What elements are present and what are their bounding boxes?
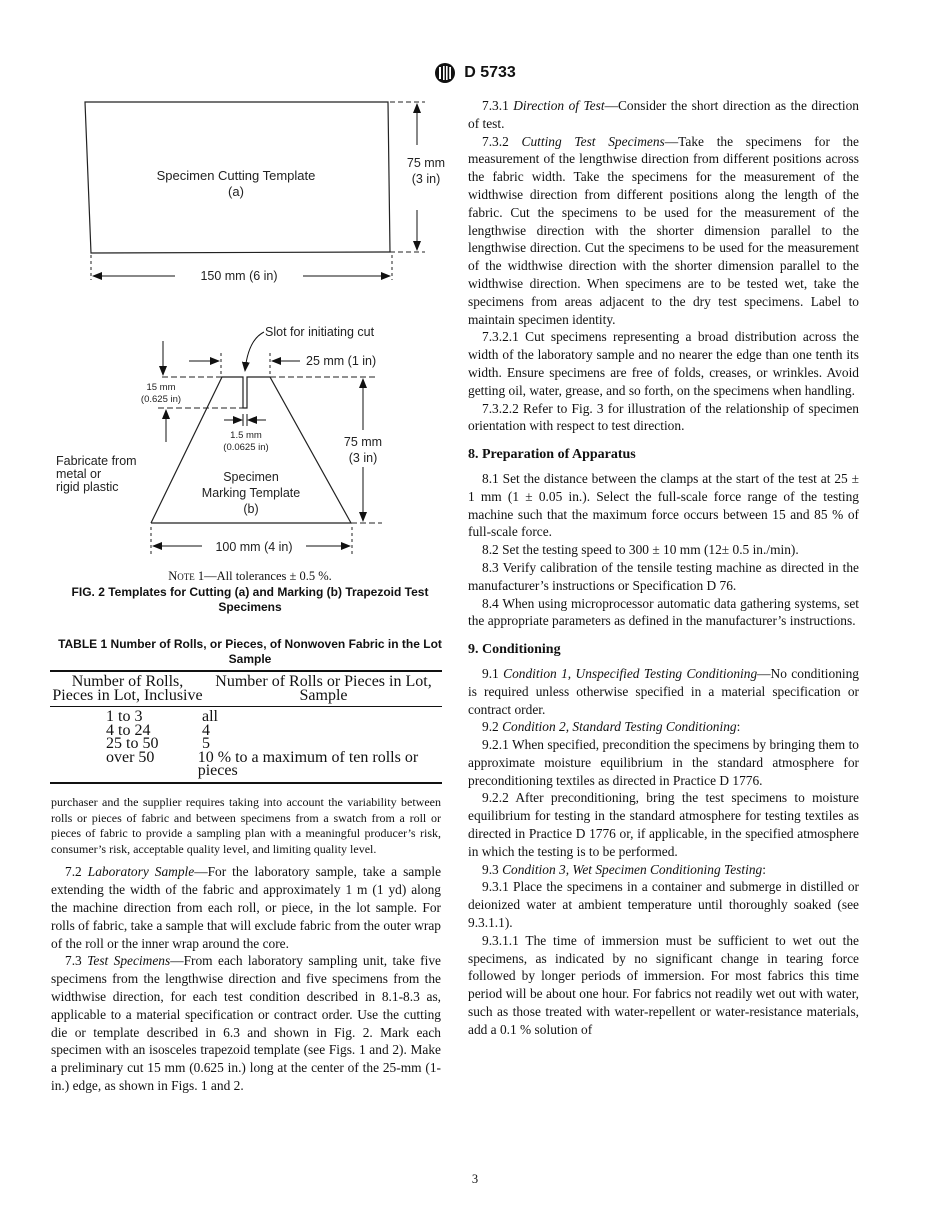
slot-width-mm: 1.5 mm	[230, 430, 262, 441]
material-label-3: rigid plastic	[56, 480, 119, 494]
paragraph-8-4: 8.4 When using microprocessor automatic data gathering systems, set the appropriate parameters as defined in the manufacturer’s instructions.	[468, 595, 859, 629]
paragraph-9-2-1: 9.2.1 When specified, precondition the specimens by bringing them to approximate moisture equilibrium in the standard atmosphere for preconditioning textiles as directed in Practice D 1776.	[468, 737, 859, 788]
cutting-height-in: (3 in)	[411, 172, 441, 186]
marking-height-in: (3 in)	[348, 451, 378, 465]
templates-diagram	[50, 95, 450, 565]
sampling-table	[50, 670, 442, 784]
table-header-row	[50, 672, 442, 707]
table-cell-sample: 10 % to a maximum of ten rolls or pieces	[197, 748, 419, 779]
material-label-1: Fabricate from	[56, 454, 137, 468]
slot-depth-in: (0.625 in)	[140, 394, 182, 405]
paragraph-8-2: 8.2 Set the testing speed to 300 ± 10 mm (12± 0.5 in./min).	[482, 542, 799, 558]
marking-height-mm: 75 mm	[343, 435, 383, 449]
table-cell-sample: 5	[202, 735, 210, 752]
document-designation: D 5733	[464, 64, 516, 81]
paragraph-9-1: 9.1 Condition 1, Unspecified Testing Conditioning—No conditioning is required unless otherwise specified in a material specification or contract order.	[468, 665, 859, 717]
figure-caption: FIG. 2 Templates for Cutting (a) and Marking (b) Trapezoid Test Specimens	[71, 585, 429, 614]
table-header-lot: Number of Rolls, Pieces in Lot, Inclusive	[52, 673, 203, 704]
top-width-label: 25 mm (1 in)	[306, 354, 377, 368]
paragraph-8-1: 8.1 Set the distance between the clamps at the start of the test at 25 ± 1 mm (1 ± 0.05 in.). Select the full-scale force range of the testing machine such that the maximum force occurs between 15 and 85 % of full-scale force.	[468, 470, 859, 540]
paragraph-9-3-1-1: 9.3.1.1 The time of immersion must be sufficient to wet out the specimens, as indicated by no significant change in tearing force followed by longer periods of immersion. For most fabrics this time period will be about one hour. For fabrics not readily wet out with water, such as those treated with water-repellent or water-resistance materials, add a 0.1 % solution of	[468, 932, 859, 1037]
table-cell-sample: 4	[202, 721, 210, 739]
paragraph-7-3-2-2: 7.3.2.2 Refer to Fig. 3 for illustration of the relationship of specimen orientation with respect to test direction.	[468, 400, 859, 434]
left-column-text	[51, 795, 441, 1095]
paragraph-7-3-2: 7.3.2 Cutting Test Specimens—Take the specimens for the measurement of the lengthwise direction from different positions across the fabric width. Take the specimens for the measurement of the widthwise direction from different positions along the length of the fabric. Cut the specimens to be used for the measurement of the lengthwise direction with the shorter dimension parallel to the lengthwise direction. Cut the specimens to be used for the measurement of the widthwise direction with the shorter dimension parallel to the widthwise direction. When specimens are to be tested wet, take the specimens from areas adjacent to the dry test specimens. Label to maintain specimen identity.	[468, 133, 860, 327]
figure-templates	[50, 95, 450, 565]
material-label-2: metal or	[56, 467, 102, 481]
note-label: Note	[168, 569, 195, 583]
table-cell-lot: 1 to 3	[106, 708, 143, 725]
marking-template-label: (b)	[243, 502, 259, 516]
marking-template-title-1: Specimen	[223, 470, 279, 484]
paragraph-9-3-1: 9.3.1 Place the specimens in a container and submerge in distilled or deionized water at ambient temperature until thoroughly soaked (see 9.3.1.1).	[468, 879, 859, 931]
paragraph-7-3-1: 7.3.1 Direction of Test—Consider the short direction as the direction of test.	[468, 98, 860, 131]
slot-label: Slot for initiating cut	[265, 325, 375, 339]
cutting-width-label: 150 mm (6 in)	[200, 269, 278, 283]
note-text: 1—All tolerances ± 0.5 %.	[194, 569, 332, 583]
table-cell-sample: all	[202, 708, 218, 725]
right-column-text	[468, 97, 859, 1039]
paragraph-9-2: 9.2 Condition 2, Standard Testing Conditioning:	[482, 719, 741, 735]
cutting-height-mm: 75 mm	[406, 156, 446, 170]
page-header	[0, 62, 950, 84]
table-row	[50, 748, 442, 779]
figure-note	[50, 569, 450, 584]
marking-template-title-2: Marking Template	[201, 486, 301, 500]
paragraph-9-2-2: 9.2.2 After preconditioning, bring the test specimens to moisture equilibrium for testing in the standard atmosphere for testing textiles as directed in Practice D 1776 or, if applicable, in the specified atmosphere in which the testing is to be performed.	[468, 790, 859, 859]
cutting-template-label: (a)	[228, 184, 244, 199]
cutting-template-title: Specimen Cutting Template	[156, 168, 316, 183]
table-header-sample: Number of Rolls or Pieces in Lot, Sample	[215, 673, 432, 704]
table-cell-lot: 4 to 24	[106, 721, 151, 739]
bottom-width-label: 100 mm (4 in)	[215, 540, 293, 554]
table-cell-lot: 25 to 50	[106, 735, 159, 752]
paragraph-7-3-2-1: 7.3.2.1 Cut specimens representing a broad distribution across the width of the laboratory sample and no nearer the edge than one tenth its width. Ensure specimens are free of folds, creases, or wrinkles. Avoid getting oil, water, grease, and so forth, on the specimens when handling.	[468, 329, 859, 398]
paragraph-9-3: 9.3 Condition 3, Wet Specimen Conditioning Testing:	[482, 861, 766, 877]
paragraph-7-3: 7.3 Test Specimens—From each laboratory sampling unit, take five specimens from the lengthwise direction and five specimens from the widthwise direction, for each test condition described in 8.1-8.3 as, applicable to a material specification or contract order. Use the cutting die or template described in 6.3 and shown in Fig. 2. Mark each specimen with an isosceles trapezoid template (see Figs. 1 and 2). Make a preliminary cut 15 mm (0.625 in.) long at the center of the 25-mm (1-in.) edge, as shown in Figs. 1 and 2.	[51, 953, 441, 1093]
paragraph-7-2: 7.2 Laboratory Sample—For the laboratory sample, take a sample extending the width of the fabric and approximately 1 m (1 yd) along the machine direction from each roll, or piece, in the lot sample. For rolls of fabric, take a sample that will exclude fabric from the outer wrap of the roll or the inner wrap around the core.	[51, 864, 442, 951]
table-cell-lot: over 50	[106, 748, 155, 766]
astm-logo-icon	[434, 62, 456, 84]
section-8-heading: 8. Preparation of Apparatus	[468, 447, 636, 463]
paragraph-8-3: 8.3 Verify calibration of the tensile testing machine as directed in the manufacturer’s instructions or Specification D 76.	[468, 559, 859, 593]
table-caption: TABLE 1 Number of Rolls, or Pieces, of Nonwoven Fabric in the Lot Sample	[58, 637, 442, 666]
slot-width-in: (0.0625 in)	[223, 442, 269, 453]
section-9-heading: 9. Conditioning	[468, 642, 561, 658]
page-number: 3	[471, 1172, 479, 1186]
slot-depth-mm: 15 mm	[146, 382, 176, 393]
paragraph-continuation: purchaser and the supplier requires taking into account the variability between rolls or pieces of fabric and between specimens from a swatch from a roll or pieces of fabric to provide a sampling plan with a meaningful producer’s risk, consumer’s risk, acceptable quality level, and limiting quality level.	[51, 795, 441, 856]
